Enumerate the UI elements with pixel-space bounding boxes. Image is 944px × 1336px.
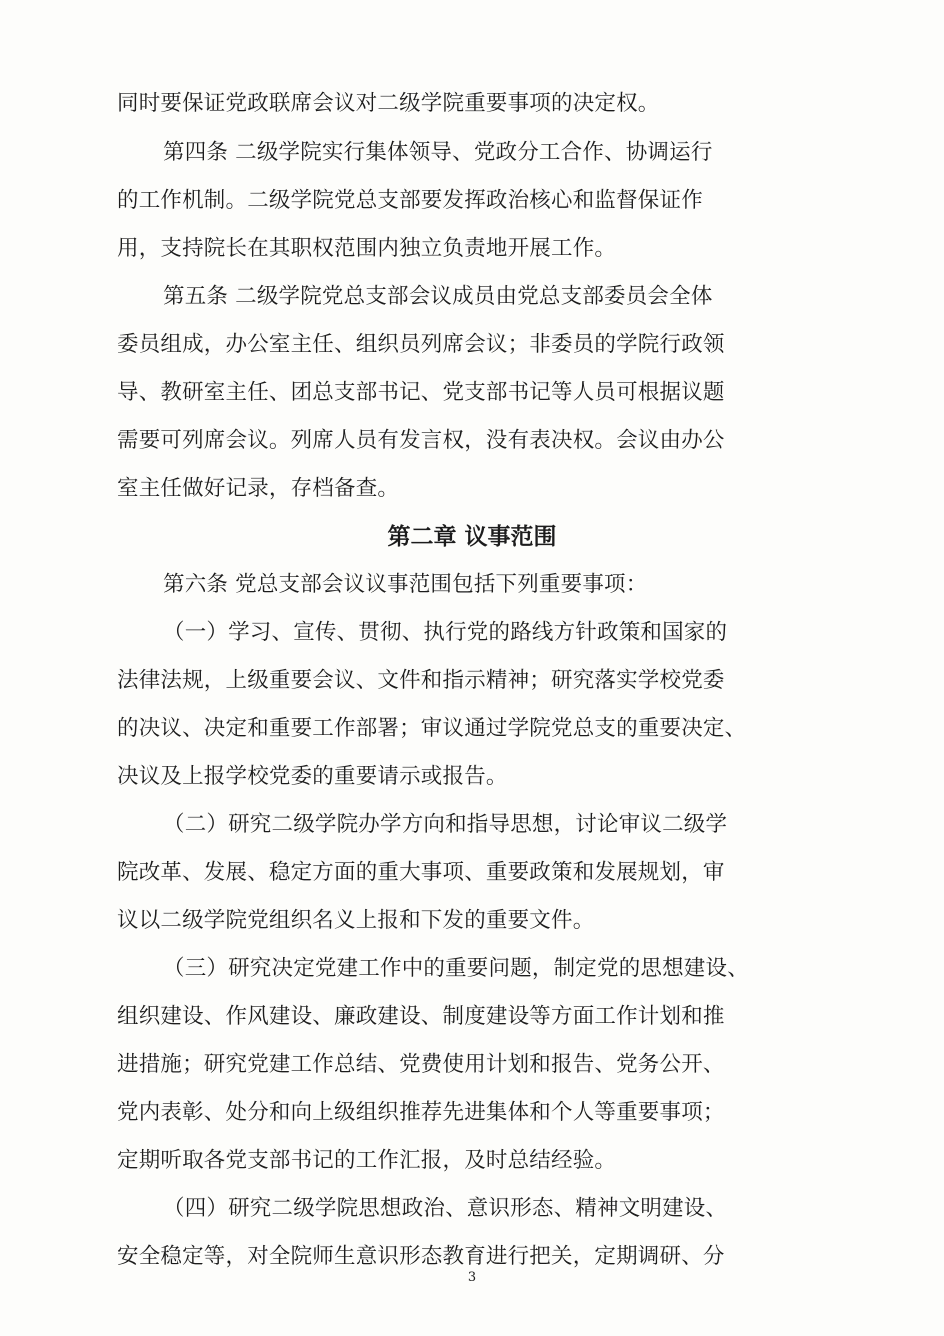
text-line: 导、教研室主任、团总支部书记、党支部书记等人员可根据议题 [117, 380, 725, 405]
text-line: 需要可列席会议。列席人员有发言权，没有表决权。会议由办公 [117, 428, 725, 453]
text-line: 的工作机制。二级学院党总支部要发挥政治核心和监督保证作 [117, 188, 703, 213]
item-4-line: （四）研究二级学院思想政治、意识形态、精神文明建设、 [163, 1196, 728, 1221]
item-2-line: （二）研究二级学院办学方向和指导思想，讨论审议二级学 [163, 812, 728, 837]
text-line: 院改革、发展、稳定方面的重大事项、重要政策和发展规划，审 [117, 860, 725, 885]
text-line: 法律法规，上级重要会议、文件和指示精神；研究落实学校党委 [117, 668, 725, 693]
text-line: 决议及上报学校党委的重要请示或报告。 [117, 764, 508, 789]
text-line: 进措施；研究党建工作总结、党费使用计划和报告、党务公开、 [117, 1052, 725, 1077]
text-line: 组织建设、作风建设、廉政建设、制度建设等方面工作计划和推 [117, 1004, 725, 1029]
text-line: 议以二级学院党组织名义上报和下发的重要文件。 [117, 908, 595, 933]
article-5-line: 第五条 二级学院党总支部会议成员由党总支部委员会全体 [163, 284, 713, 309]
article-4-line: 第四条 二级学院实行集体领导、党政分工合作、协调运行 [163, 140, 713, 165]
text-line: 室主任做好记录，存档备查。 [117, 476, 400, 501]
item-3-line: （三）研究决定党建工作中的重要问题，制定党的思想建设、 [163, 956, 749, 981]
article-6-line: 第六条 党总支部会议议事范围包括下列重要事项： [163, 572, 648, 597]
text-line: 委员组成，办公室主任、组织员列席会议；非委员的学院行政领 [117, 332, 725, 357]
text-line: 安全稳定等，对全院师生意识形态教育进行把关，定期调研、分 [117, 1244, 725, 1269]
page-number: 3 [467, 1270, 477, 1285]
text-line: 的决议、决定和重要工作部署；审议通过学院党总支的重要决定、 [117, 716, 747, 741]
text-line: 用，支持院长在其职权范围内独立负责地开展工作。 [117, 236, 617, 261]
text-line: 党内表彰、处分和向上级组织推荐先进集体和个人等重要事项； [117, 1100, 725, 1125]
chapter-heading: 第二章 议事范围 [387, 524, 557, 550]
text-line: 定期听取各党支部书记的工作汇报，及时总结经验。 [117, 1148, 617, 1173]
text-line: 同时要保证党政联席会议对二级学院重要事项的决定权。 [117, 91, 660, 116]
item-1-line: （一）学习、宣传、贯彻、执行党的路线方针政策和国家的 [163, 620, 728, 645]
